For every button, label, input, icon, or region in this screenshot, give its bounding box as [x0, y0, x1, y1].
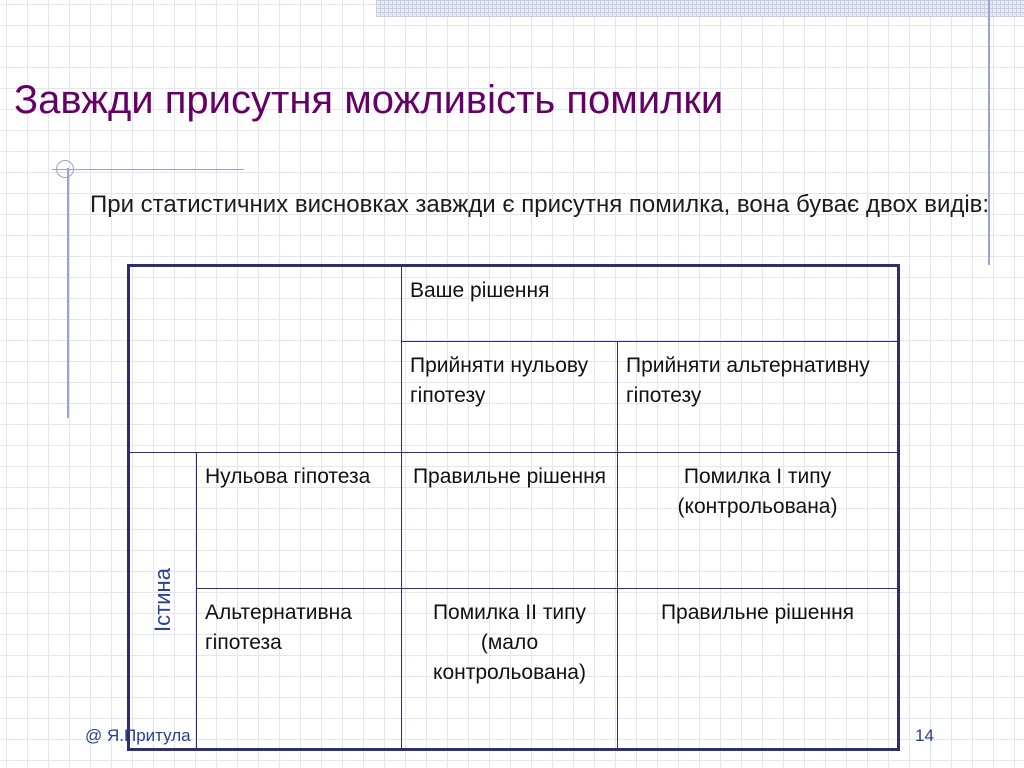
row-label-alternative: Альтернативна гіпотеза: [197, 589, 402, 750]
page-number: 14: [915, 726, 934, 745]
row-label-null: Нульова гіпотеза: [197, 453, 402, 589]
footer-author: @ Я.Притула: [85, 726, 191, 745]
cell-null-alternative: Помилка I типу (контрольована): [618, 453, 899, 589]
row-group-label: Істина: [150, 568, 175, 632]
intro-text: При статистичних висновках завжди є присутня помилка, вона буває двох видів:: [90, 191, 990, 218]
header-group-cell: Ваше рішення: [402, 266, 899, 342]
decision-table: [127, 264, 900, 751]
decorative-vertical-line-right: [988, 0, 990, 265]
row-group-cell: [129, 453, 197, 750]
col-header-alternative: Прийняти альтернативну гіпотезу: [618, 342, 899, 453]
col-header-null: Прийняти нульову гіпотезу: [402, 342, 618, 453]
cell-null-null: Правильне рішення: [402, 453, 618, 589]
cell-alternative-alternative: Правильне рішення: [618, 589, 899, 750]
slide-title: Завжди присутня можливість помилки: [14, 78, 724, 122]
decorative-top-band: [376, 0, 1024, 17]
table-corner-cell: [129, 266, 402, 453]
decorative-circle: [56, 160, 74, 178]
decorative-vertical-line-left: [67, 168, 69, 418]
cell-alternative-null: Помилка II типу (мало контрольована): [402, 589, 618, 750]
decorative-horizontal-line: [52, 169, 244, 170]
